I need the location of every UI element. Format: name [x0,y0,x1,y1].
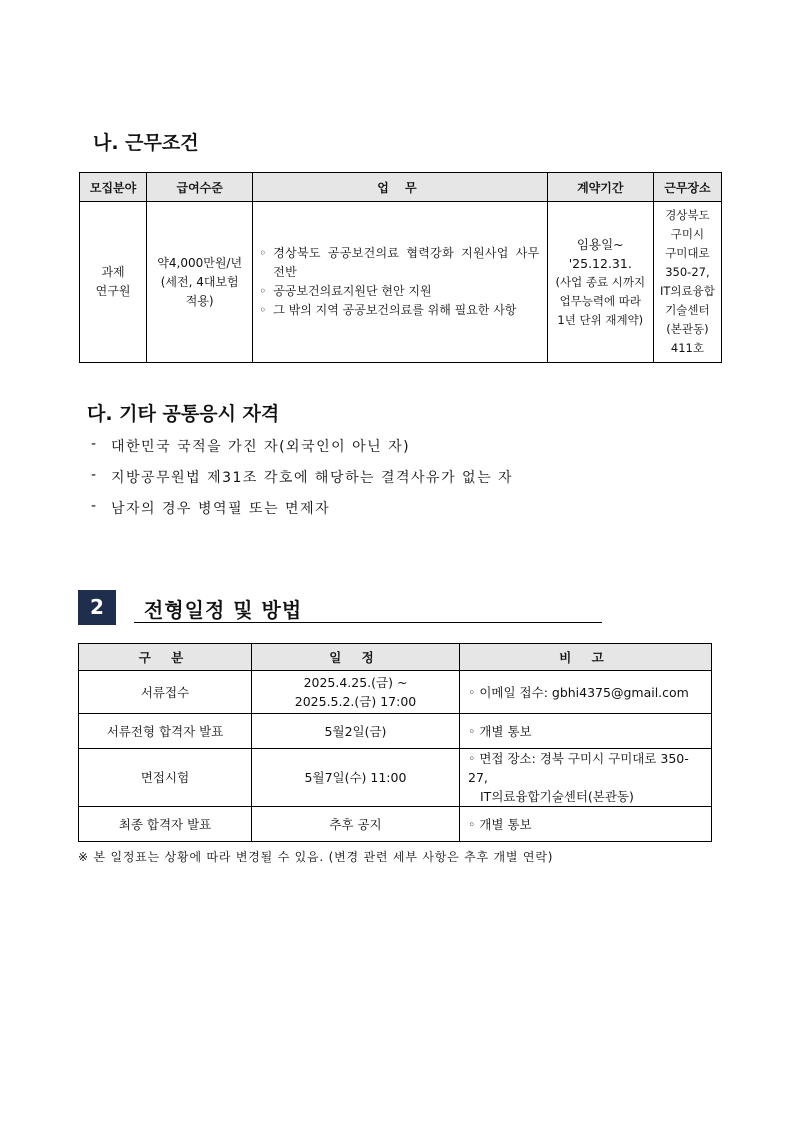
row-name: 서류접수 [79,671,252,714]
table-row [80,202,722,363]
row-name: 최종 합격자 발표 [79,807,252,842]
header-field: 모집분야 [80,173,147,202]
row-date: 2025.4.25.(금) ~ 2025.5.2.(금) 17:00 [252,671,460,714]
section-da-title: 다. 기타 공통응시 자격 [87,403,280,425]
duty-item: ◦ 공공보건의료지원단 현안 지원 [259,284,432,298]
list-item: - 남자의 경우 병역필 또는 면제자 [91,498,331,517]
duty-item: ◦ 경상북도 공공보건의료 협력강화 지원사업 사무 전반 [259,246,540,279]
table-row [79,807,712,842]
salary-cell: 약4,000만원/년 (세전, 4대보험 적용) [147,202,253,363]
section-underline [134,622,602,623]
place-cell: 경상북도 구미시 구미대로 350-27, IT의료융합 기술센터 (본관동) 411호 [653,202,721,363]
row-note: ◦ 개별 통보 [460,714,712,749]
qualification-list [91,436,513,529]
section2-title: 전형일정 및 방법 [144,598,303,622]
table-row [79,714,712,749]
table-header-row [79,644,712,671]
header-salary: 급여수준 [147,173,253,202]
period-cell: 임용일~ '25.12.31. (사업 종료 시까지 업무능력에 따라 1년 단위 재계약) [547,202,653,363]
schedule-footnote: ※ 본 일정표는 상황에 따라 변경될 수 있음. (변경 관련 세부 사항은 추후 개별 연락) [78,850,554,864]
row-name: 면접시험 [79,749,252,807]
header-remarks: 비 고 [460,644,712,671]
row-note: ◦ 면접 장소: 경북 구미시 구미대로 350-27, IT의료융합기술센터(본관동) [460,749,712,807]
row-note: ◦ 이메일 접수: gbhi4375@gmail.com [460,671,712,714]
field-cell: 과제 연구원 [80,202,147,363]
section-number-badge: 2 [78,590,116,625]
row-date: 5월2일(금) [252,714,460,749]
work-conditions-table [79,172,722,363]
list-item: - 지방공무원법 제31조 각호에 해당하는 결격사유가 없는 자 [91,467,514,486]
schedule-table [78,643,712,842]
row-name: 서류전형 합격자 발표 [79,714,252,749]
header-duty: 업 무 [253,173,547,202]
row-note: ◦ 개별 통보 [460,807,712,842]
table-header-row [80,173,722,202]
row-date: 5월7일(수) 11:00 [252,749,460,807]
section-na-title: 나. 근무조건 [93,132,199,154]
header-place: 근무장소 [653,173,721,202]
header-schedule: 일 정 [252,644,460,671]
duty-cell [253,202,547,363]
list-item: - 대한민국 국적을 가진 자(외국인이 아닌 자) [91,436,411,455]
row-date: 추후 공지 [252,807,460,842]
header-category: 구 분 [79,644,252,671]
duty-item: ◦ 그 밖의 지역 공공보건의료를 위해 필요한 사항 [259,303,517,317]
table-row [79,749,712,807]
table-row [79,671,712,714]
header-period: 계약기간 [547,173,653,202]
